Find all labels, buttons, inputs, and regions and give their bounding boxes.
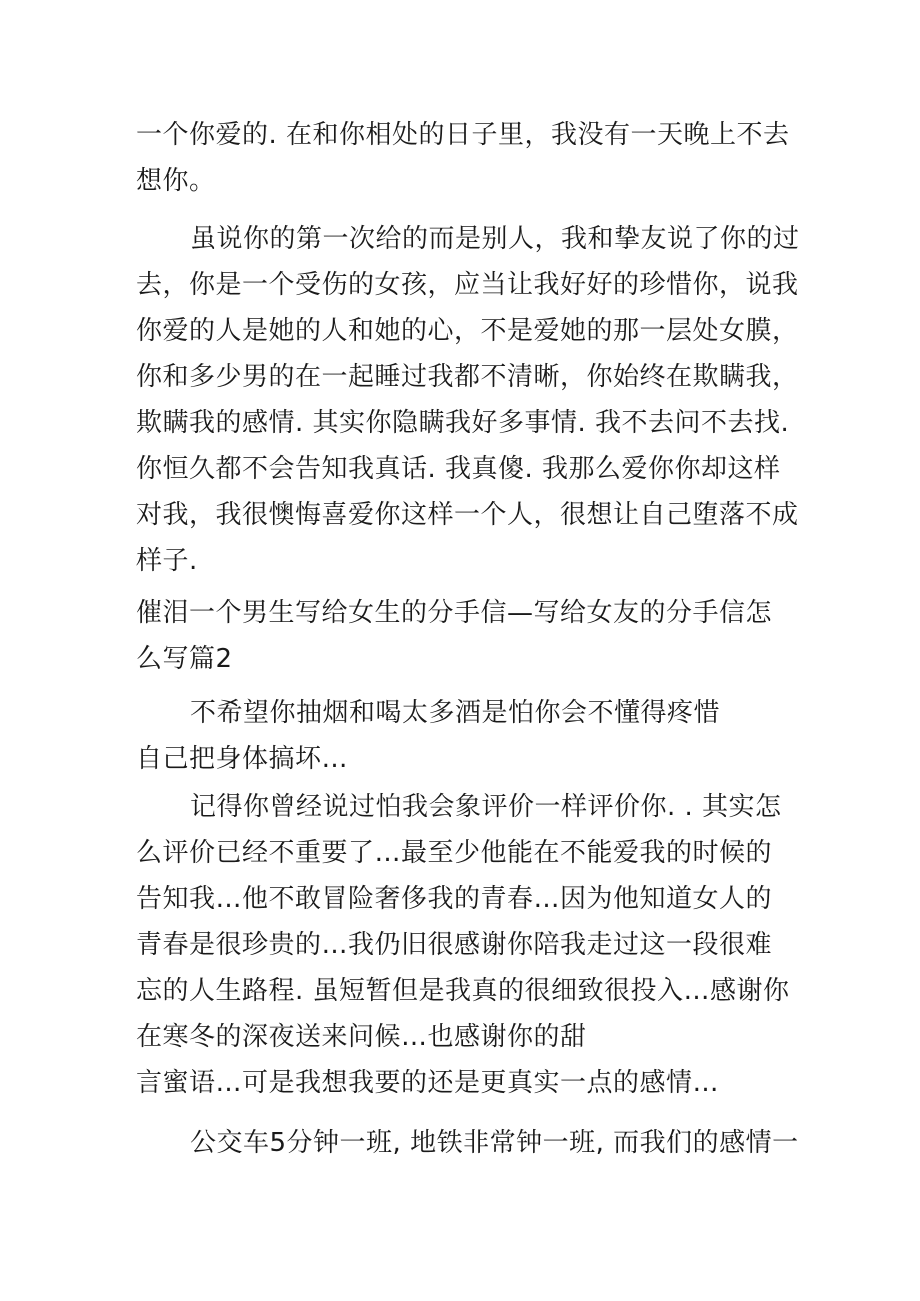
paragraph-start: 虽说你的第一次给的而是别人，我和挚友说了你的过 [190,224,800,254]
text-line: 么评价已经不重要了…最至少他能在不能爱我的时候的 [136,838,773,868]
section-heading: 么写篇2 [136,644,233,674]
text-line: 忘的人生路程. 虽短暂但是我真的很细致很投入…感谢你 [136,976,790,1006]
text-line: 在寒冬的深夜送来问候…也感谢你的甜 [136,1022,587,1052]
text-line: 你和多少男的在一起睡过我都不清晰，你始终在欺瞒我， [136,362,799,392]
paragraph-start: 不希望你抽烟和喝太多酒是怕你会不懂得疼惜 [190,698,721,728]
text-line: 去，你是一个受伤的女孩，应当让我好好的珍惜你，说我 [136,270,799,300]
text-line: 一个你爱的. 在和你相处的日子里，我没有一天晚上不去 [136,120,790,150]
text-line: 样子. [136,546,198,576]
text-line: 自己把身体搞坏… [136,744,349,774]
text-line: 告知我…他不敢冒险奢侈我的青春…因为他知道女人的 [136,884,773,914]
text-line: 言蜜语…可是我想我要的还是更真实一点的感情… [136,1068,720,1098]
paragraph-start: 记得你曾经说过怕我会象评价一样评价你. . 其实怎 [190,792,782,822]
text-line: 青春是很珍贵的…我仍旧很感谢你陪我走过这一段很难 [136,930,773,960]
text-line: 想你。 [136,166,216,196]
text-line: 你爱的人是她的人和她的心，不是爱她的那一层处女膜， [136,316,799,346]
text-line: 对我，我很懊悔喜爱你这样一个人，很想让自己堕落不成 [136,500,799,530]
text-line: 欺瞒我的感情. 其实你隐瞒我好多事情. 我不去问不去找. [136,408,790,438]
text-line: 你恒久都不会告知我真话. 我真傻. 我那么爱你你却这样 [136,454,781,484]
section-heading: 催泪一个男生写给女生的分手信—写给女友的分手信怎 [136,598,773,628]
paragraph-start: 公交车5分钟一班, 地铁非常钟一班, 而我们的感情一 [190,1128,799,1158]
